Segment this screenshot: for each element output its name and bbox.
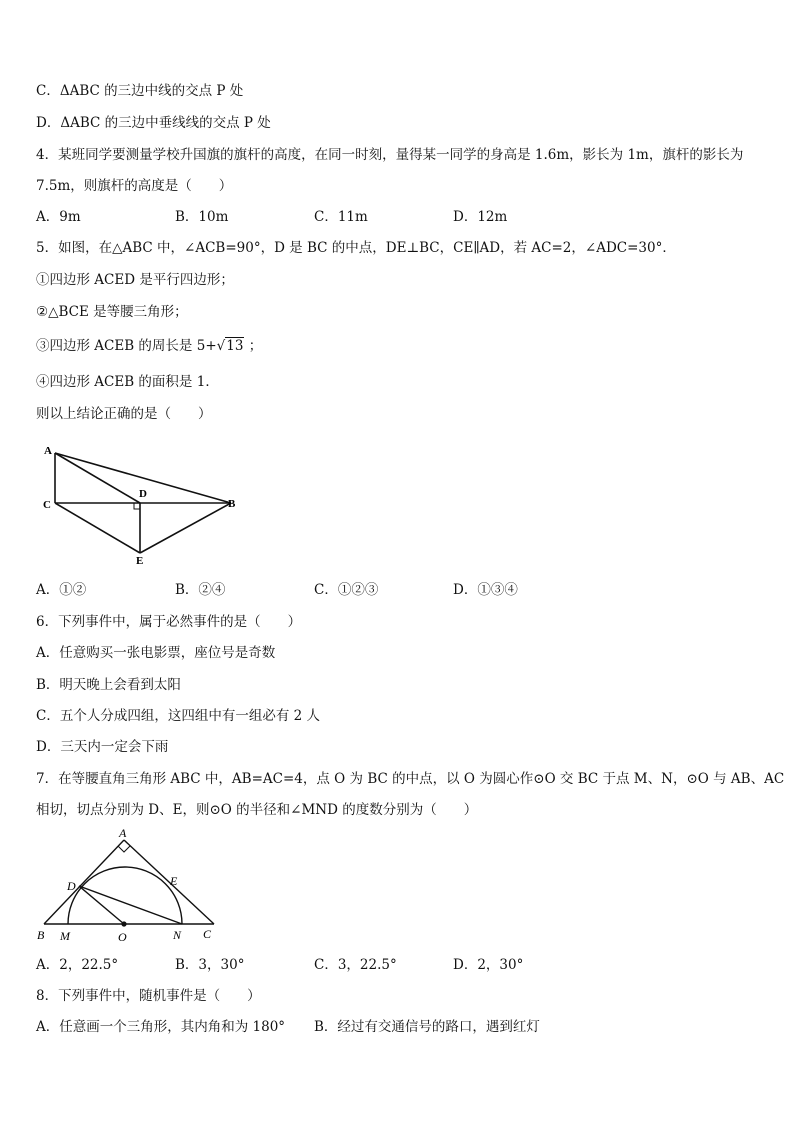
q6-option-c: C．五个人分成四组，这四组中有一组必有 2 人: [36, 708, 321, 724]
q5-statement-2: ②△BCE 是等腰三角形；: [36, 304, 188, 320]
q5-stem: 5．如图，在△ABC 中，∠ACB=90°，D 是 BC 的中点，DE⊥BC，CE∥AD，若 AC=2，∠ADC=30°．: [36, 240, 676, 256]
q5-expr-const: 5+: [196, 338, 217, 354]
q5-option-b: B．②④: [175, 582, 226, 598]
q7-stem-line1: 7．在等腰直角三角形 ABC 中，AB=AC=4，点 O 为 BC 的中点，以 O 为圆心作⊙O 交 BC 于点 M、N，⊙O 与 AB、AC: [36, 771, 785, 787]
q7-option-b: B．3，30°: [175, 957, 245, 973]
q7-label-c: C: [203, 927, 212, 941]
q3-option-d: D．ΔABC 的三边中垂线线的交点 P 处: [36, 115, 271, 131]
q4-option-a: A．9m: [36, 209, 81, 225]
q7-label-e: E: [170, 874, 178, 888]
q3-option-c: C．ΔABC 的三边中线的交点 P 处: [36, 83, 244, 99]
q5-option-d: D．①③④: [453, 582, 518, 598]
q7-figure: [32, 826, 222, 948]
q4-stem-line2: 7.5m，则旗杆的高度是（ ）: [36, 178, 233, 194]
q8-option-a: A．任意画一个三角形，其内角和为 180°: [36, 1019, 286, 1035]
q5-option-a: A．①②: [36, 582, 87, 598]
q7-stem-line2: 相切，切点分别为 D、E，则⊙O 的半径和∠MND 的度数分别为（ ）: [36, 802, 478, 818]
q7-label-b: B: [37, 928, 45, 942]
q4-option-c: C．11m: [314, 209, 368, 225]
q5-statement-1: ①四边形 ACED 是平行四边形；: [36, 272, 234, 288]
q5-label-c: C: [43, 499, 51, 511]
q7-label-m: M: [60, 929, 70, 943]
q8-stem: 8．下列事件中，随机事件是（ ）: [36, 988, 261, 1004]
q4-option-d: D．12m: [453, 209, 508, 225]
q6-option-b: B．明天晚上会看到太阳: [36, 677, 181, 693]
q7-option-d: D．2，30°: [453, 957, 524, 973]
q7-option-a: A．2，22.5°: [36, 957, 119, 973]
q5-label-b: B: [228, 498, 236, 510]
q6-stem: 6．下列事件中，属于必然事件的是（ ）: [36, 614, 302, 630]
q5-figure: [36, 440, 246, 568]
q5-expr-radicand: 13: [226, 338, 244, 354]
q5-statement-3-text: ③四边形 ACEB 的周长是: [36, 338, 193, 354]
q5-option-c: C．①②③: [314, 582, 379, 598]
q7-label-n: N: [173, 928, 182, 942]
q5-statement-4: ④四边形 ACEB 的面积是 1．: [36, 374, 219, 390]
q5-statement-3-end: ；: [248, 338, 263, 354]
q7-label-o: O: [118, 930, 127, 944]
q5-label-e: E: [136, 555, 144, 567]
q5-label-d: D: [139, 488, 147, 500]
q7-label-a: A: [119, 826, 127, 840]
q5-label-a: A: [44, 445, 52, 457]
q7-label-d: D: [67, 879, 76, 893]
q8-option-b: B．经过有交通信号的路口，遇到红灯: [314, 1019, 540, 1035]
q4-option-b: B．10m: [175, 209, 229, 225]
q6-option-d: D．三天内一定会下雨: [36, 739, 169, 755]
q5-statement-3: [36, 336, 262, 356]
q7-option-c: C．3，22.5°: [314, 957, 397, 973]
q5-ask: 则以上结论正确的是（ ）: [36, 406, 212, 422]
q5-perimeter-expression: [197, 337, 249, 354]
q6-option-a: A．任意购买一张电影票，座位号是奇数: [36, 645, 276, 661]
sqrt-icon: √: [216, 338, 226, 354]
q4-stem-line1: 4．某班同学要测量学校升国旗的旗杆的高度，在同一时刻，量得某一同学的身高是 1.6m，影长为 1m，旗杆的影长为: [36, 147, 744, 163]
